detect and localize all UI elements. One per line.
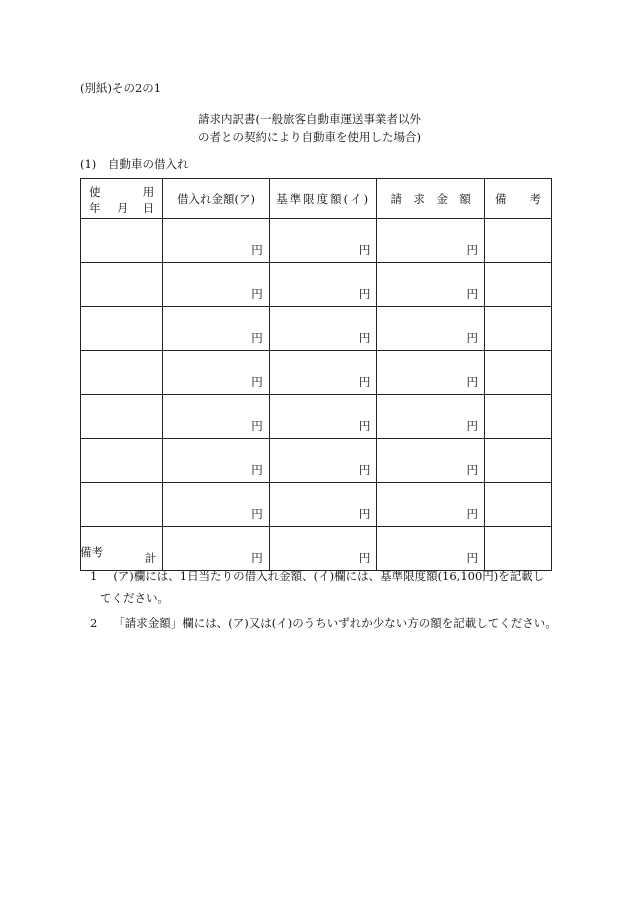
cell-remarks[interactable]	[484, 439, 551, 483]
header-date-year: 年	[89, 201, 101, 215]
cell-borrow[interactable]: 円	[163, 219, 270, 263]
cell-limit[interactable]: 円	[269, 351, 377, 395]
note-2-line-1: 「請求金額」欄には、(ア)又は(イ)のうちいずれか少ない方の額を記載してください。	[113, 616, 557, 630]
cell-limit[interactable]: 円	[269, 483, 377, 527]
cell-borrow[interactable]: 円	[163, 395, 270, 439]
section-heading	[80, 156, 189, 172]
header-usage-date	[81, 179, 163, 219]
header-date-day: 日	[142, 201, 155, 215]
table-row	[81, 439, 552, 483]
cell-claim[interactable]: 円	[377, 307, 485, 351]
cell-date[interactable]	[81, 307, 163, 351]
total-borrow[interactable]: 円	[163, 527, 270, 571]
cell-date[interactable]	[81, 351, 163, 395]
note-item-2	[90, 612, 560, 634]
cell-claim[interactable]: 円	[377, 483, 485, 527]
cell-date[interactable]	[81, 263, 163, 307]
cell-limit[interactable]: 円	[269, 307, 377, 351]
cell-remarks[interactable]	[484, 219, 551, 263]
cell-borrow[interactable]: 円	[163, 351, 270, 395]
cell-borrow[interactable]: 円	[163, 307, 270, 351]
claim-table	[80, 178, 552, 571]
cell-claim[interactable]: 円	[377, 395, 485, 439]
note-item-1	[90, 565, 560, 609]
cell-limit[interactable]: 円	[269, 439, 377, 483]
table-row	[81, 263, 552, 307]
note-2-number: 2	[90, 616, 98, 630]
cell-claim[interactable]: 円	[377, 439, 485, 483]
cell-date[interactable]	[81, 483, 163, 527]
header-remarks: 備 考	[484, 179, 551, 219]
cell-remarks[interactable]	[484, 307, 551, 351]
table-row	[81, 351, 552, 395]
cell-limit[interactable]: 円	[269, 263, 377, 307]
note-1-line-1: (ア)欄には、1日当たりの借入れ金額、(イ)欄には、基準限度額(16,100円)を記載し	[113, 569, 545, 583]
cell-remarks[interactable]	[484, 263, 551, 307]
note-1-line-2: てください。	[100, 591, 169, 605]
cell-claim[interactable]: 円	[377, 219, 485, 263]
cell-date[interactable]	[81, 219, 163, 263]
cell-limit[interactable]: 円	[269, 219, 377, 263]
title-line-2: の者との契約により自動車を使用した場合)	[198, 130, 421, 144]
table-row	[81, 483, 552, 527]
cell-remarks[interactable]	[484, 395, 551, 439]
total-limit[interactable]: 円	[269, 527, 377, 571]
table-total-row	[81, 527, 552, 571]
total-label: 計	[81, 527, 163, 571]
cell-date[interactable]	[81, 439, 163, 483]
total-remarks[interactable]	[484, 527, 551, 571]
cell-remarks[interactable]	[484, 351, 551, 395]
table-row	[81, 307, 552, 351]
header-limit-amount: 基準限度額(イ)	[269, 179, 377, 219]
notes-title: 備考	[80, 545, 103, 559]
cell-borrow[interactable]: 円	[163, 439, 270, 483]
section-number: (1)	[80, 157, 97, 171]
header-date-you: 用	[142, 185, 155, 199]
table-header-row	[81, 179, 552, 219]
header-date-shi: 使	[89, 185, 101, 199]
cell-claim[interactable]: 円	[377, 263, 485, 307]
document-title	[198, 110, 421, 146]
section-label: 自動車の借入れ	[108, 157, 189, 171]
header-date-month: 月	[117, 201, 129, 215]
cell-date[interactable]	[81, 395, 163, 439]
total-claim[interactable]: 円	[377, 527, 485, 571]
title-line-1: 請求内訳書(一般旅客自動車運送事業者以外	[198, 112, 421, 126]
page-label: (別紙)その2の1	[80, 81, 162, 95]
table-row	[81, 219, 552, 263]
cell-limit[interactable]: 円	[269, 395, 377, 439]
note-1-number: 1	[90, 569, 98, 583]
header-borrow-amount: 借入れ金額(ア)	[163, 179, 270, 219]
cell-borrow[interactable]: 円	[163, 263, 270, 307]
header-claim-amount: 請 求 金 額	[377, 179, 485, 219]
table-row	[81, 395, 552, 439]
cell-claim[interactable]: 円	[377, 351, 485, 395]
cell-remarks[interactable]	[484, 483, 551, 527]
cell-borrow[interactable]: 円	[163, 483, 270, 527]
